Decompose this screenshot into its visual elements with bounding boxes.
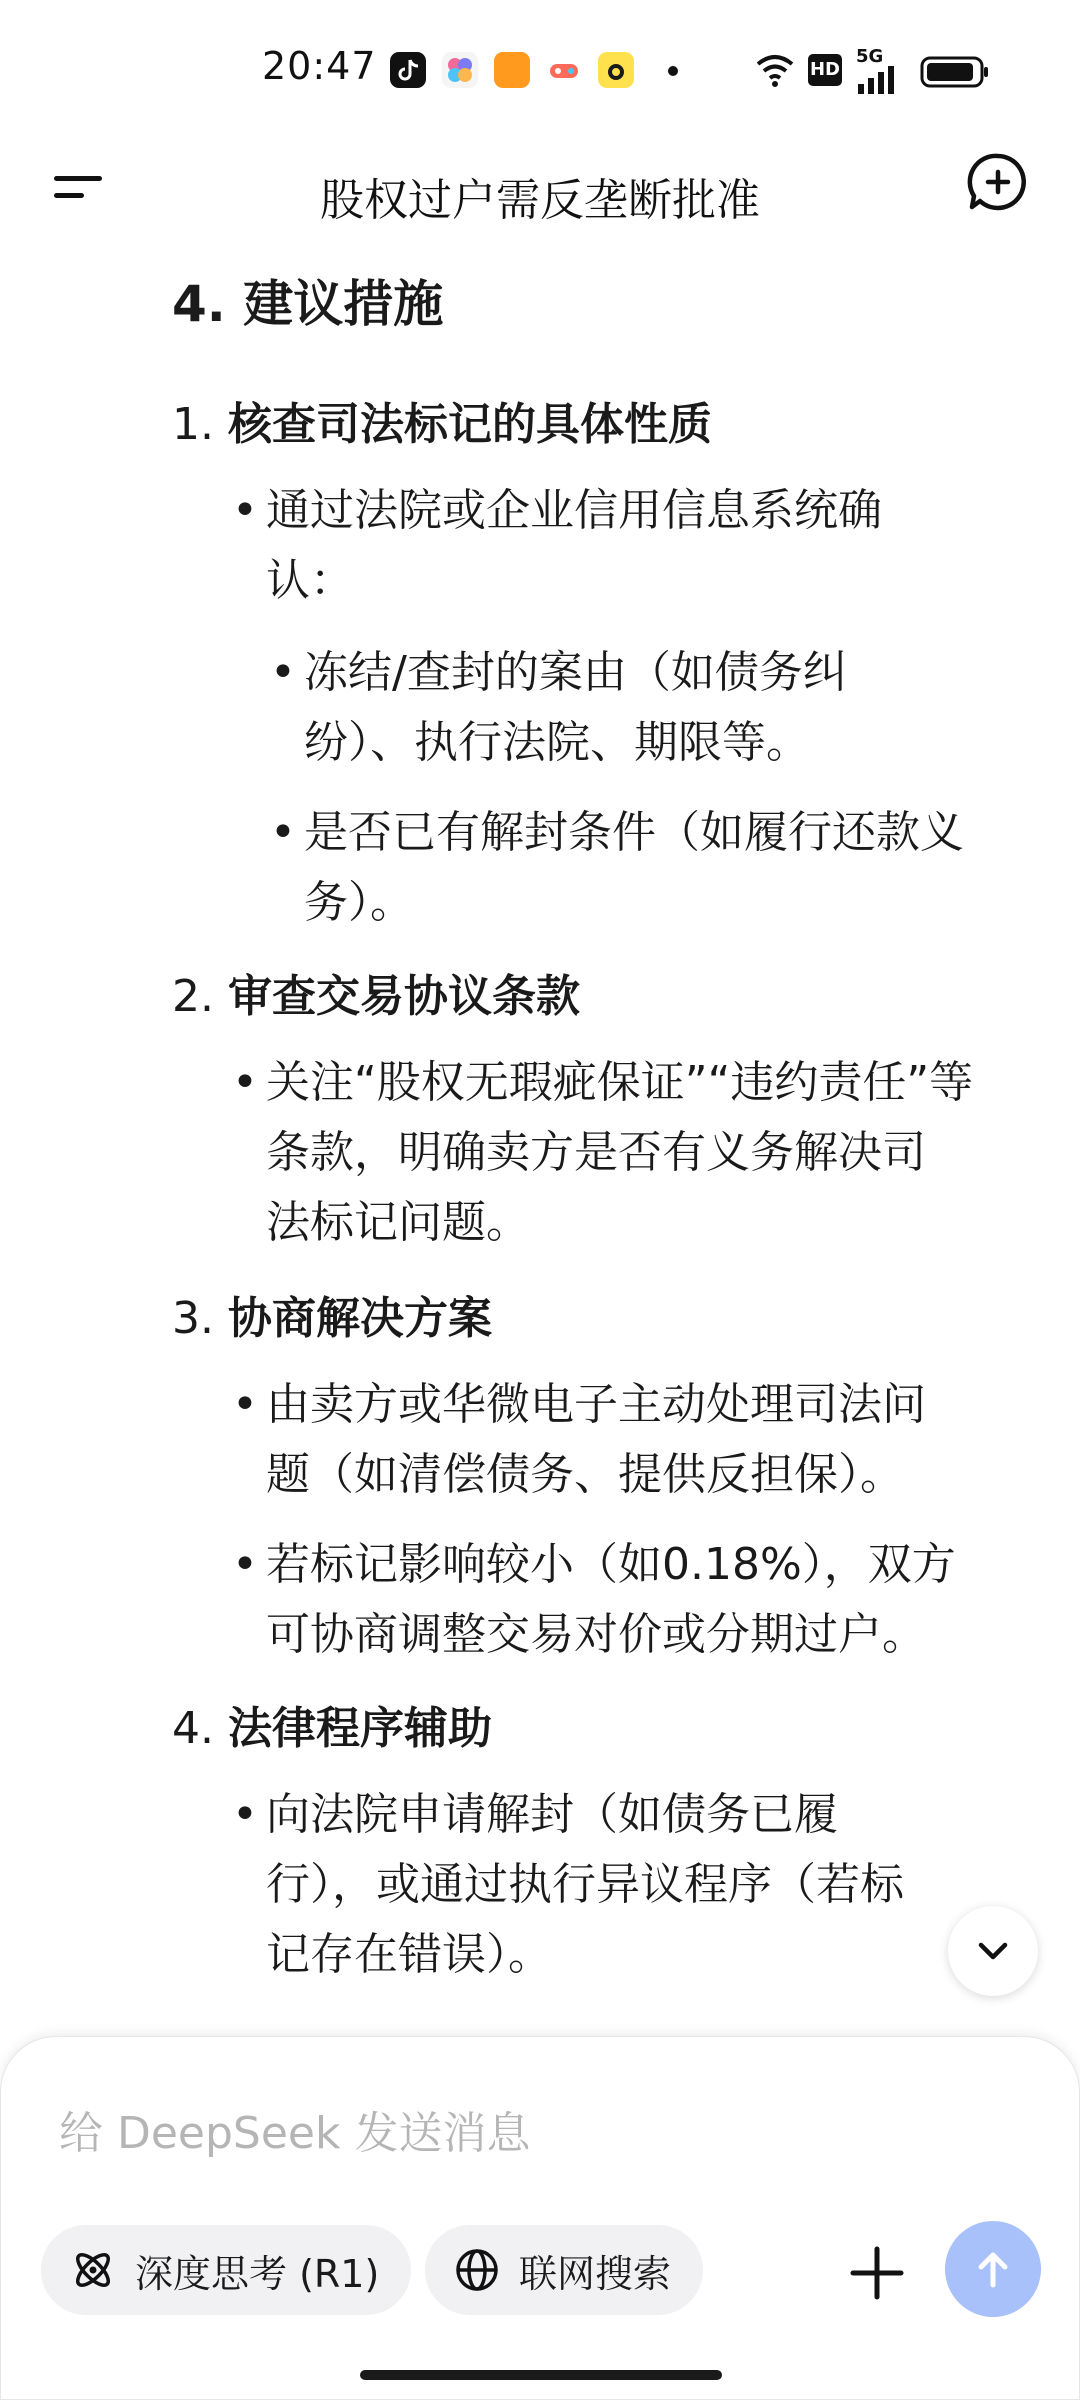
bullet-line: 关注“股权无瑕疵保证”“违约责任”等 [266,1057,974,1108]
bullet-item [232,1530,956,1670]
bullet-icon: • [270,647,296,698]
bullet-icon: • [232,1057,258,1108]
atom-icon [69,2246,117,2294]
web-search-button[interactable] [425,2225,703,2315]
bullet-line: 冻结/查封的案由（如债务纠 [304,647,847,698]
deep-think-label: 深度思考 (R1) [135,2251,380,2296]
sub-bullet-item [270,638,847,778]
arrow-up-icon [969,2245,1017,2293]
list-number: 2. [172,971,214,1022]
list-number: 4. [172,1703,214,1754]
message-composer [0,2036,1080,2400]
bullet-line: 行），或通过执行异议程序（若标 [266,1859,904,1910]
list-item-3-title [172,1282,492,1346]
message-input[interactable]: 给 DeepSeek 发送消息 [59,2108,531,2159]
hd-badge: HD [808,54,842,86]
list-number: 3. [172,1293,214,1344]
game-icon [546,52,582,88]
scroll-to-bottom-button[interactable] [948,1906,1038,1996]
bullet-line: 若标记影响较小（如0.18%），双方 [266,1539,956,1590]
deep-think-button[interactable] [41,2225,411,2315]
bullet-icon: • [232,1789,258,1840]
wifi-icon [754,50,796,90]
home-indicator[interactable] [360,2370,722,2380]
list-item-title: 法律程序辅助 [227,1703,492,1754]
bullet-item [232,1370,926,1510]
bullet-line: 通过法院或企业信用信息系统确 [266,485,882,536]
yellow-app-icon [598,52,634,88]
bullet-icon: • [270,807,296,858]
bullet-line: 条款，明确卖方是否有义务解决司 [266,1127,926,1178]
bullet-line: 记存在错误）。 [266,1929,552,1980]
new-chat-icon[interactable] [966,150,1030,214]
bullet-icon: • [232,1539,258,1590]
section-title: 4. 建议措施 [172,275,444,333]
battery-icon [920,52,990,92]
list-item-2-title [172,960,580,1024]
attach-plus-icon[interactable] [847,2243,907,2303]
signal-icon [856,58,902,98]
tiktok-icon [390,52,426,88]
app-orange-icon [494,52,530,88]
app-header [0,140,1080,260]
bullet-line: 务）。 [304,877,414,928]
status-bar [0,0,1080,140]
page-title: 股权过户需反垄断批准 [320,175,760,226]
list-number: 1. [172,399,214,450]
bullet-line: 认： [266,555,354,606]
send-button[interactable] [945,2221,1041,2317]
list-item-1-title [172,388,712,452]
pinwheel-icon [442,52,478,88]
signal-label: 5G [856,46,884,67]
bullet-icon: • [232,1379,258,1430]
bullet-icon: • [232,485,258,536]
sub-bullet-item [270,798,964,938]
bullet-line: 是否已有解封条件（如履行还款义 [304,807,964,858]
globe-icon [453,2246,501,2294]
bullet-line: 向法院申请解封（如债务已履 [266,1789,838,1840]
list-item-title: 审查交易协议条款 [227,971,580,1022]
notification-dot-icon [668,66,678,76]
list-item-title: 核查司法标记的具体性质 [227,399,712,450]
web-search-label: 联网搜索 [519,2251,672,2296]
bullet-item [232,476,882,616]
list-item-4-title [172,1692,492,1756]
bullet-item [232,1780,904,1990]
chevron-down-icon [973,1931,1013,1971]
bullet-item [232,1048,974,1258]
bullet-line: 纷）、执行法院、期限等。 [304,717,810,768]
bullet-line: 由卖方或华微电子主动处理司法问 [266,1379,926,1430]
bullet-line: 可协商调整交易对价或分期过户。 [266,1609,926,1660]
bullet-line: 题（如清偿债务、提供反担保）。 [266,1449,904,1500]
status-time: 20:47 [262,44,377,88]
list-item-title: 协商解决方案 [227,1293,492,1344]
bullet-line: 法标记问题。 [266,1197,530,1248]
